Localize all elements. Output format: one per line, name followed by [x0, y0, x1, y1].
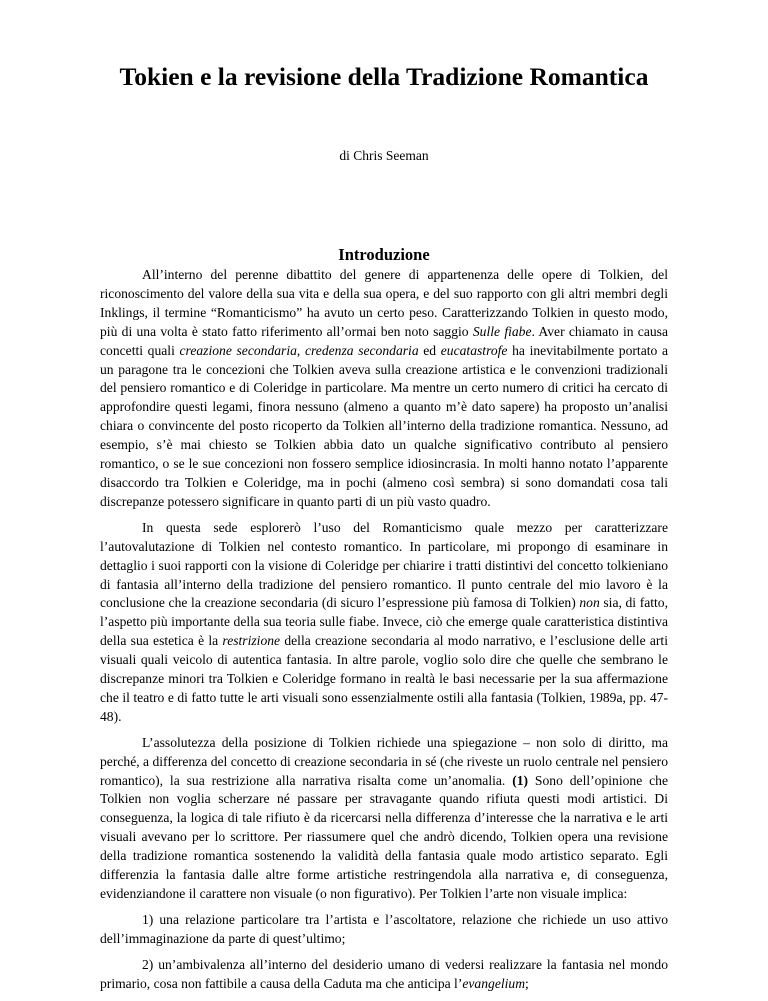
text-run: 1) una relazione particolare tra l’artista e l’ascoltatore, relazione che richiede un uso attivo dell’immaginazione da parte di quest’ultimo;	[100, 911, 668, 946]
text-run: ;	[525, 975, 529, 991]
italic-run: credenza secondaria	[304, 342, 419, 358]
footnote-ref: (1)	[512, 772, 529, 788]
text-run: . Aver chiamato in causa concetti quali	[100, 323, 668, 358]
body-text	[100, 266, 668, 1001]
list-item-1	[100, 911, 668, 949]
text-run: ha inevitabilmente portato a un paragone tra le concezioni che Tolkien aveva sulla creazione artistica e le convenzioni tradizionali del pensiero romantico e di Coleridge in particolare. Ma mentre un certo numero di critici ha cercato di approfondire questi legami, finora nessuno (almeno a quanto m’è dato sapere) ha proposto un’analisi chiara o convincente del posto ricoperto da Tolkien all’interno della tradizione romantica. Nessuno, ad esempio, s’è mai chiesto se Tolkien abbia dato un qualche significativo contributo al pensiero romantico, o se le sue concezioni non fossero semplice idiosincrasia. In molti hanno notato l’apparente disaccordo tra Tolkien e Coleridge, ma in pochi (almeno così sembra) si sono domandati cosa tali discrepanze potessero significare in quanto parti di un più vasto quadro.	[100, 342, 668, 509]
italic-run: evangelium	[462, 975, 526, 991]
text-run: sia, di fatto, l’aspetto più importante della sua teoria sulle fiabe. Invece, ciò che emerge quale caratteristica distintiva della sua estetica è la	[100, 595, 668, 649]
text-run: L’assolutezza della posizione di Tolkien richiede una spiegazione – non solo di diritto, ma perché, a differenza del concetto di creazione secondaria in sé (che riveste un ruolo centrale nel pensiero romantico), la sua restrizione alla narrativa risalta come un’anomalia.	[100, 734, 668, 788]
text-run: ed	[418, 342, 441, 358]
author-line: di Chris Seeman	[339, 148, 429, 163]
text-run: Sono dell’opinione che Tolkien non voglia scherzare né passare per stravagante quando rifiuta questi modi artistici. Di conseguenza, la logica di tale rifiuto è da ricercarsi nella differenza d’interesse che la narrativa e le arti visuali avevano per lo scrittore. Per riassumere quel che andrò dicendo, Tolkien opera una revisione della tradizione romantica sostenendo la validità della fantasia quale modo artistico separato. Egli differenzia la fantasia dalle altre forme artistiche restringendola alla narrativa e, di conseguenza, evidenziandone il carattere non visuale (o non figurativo). Per Tolkien l’arte non visuale implica:	[100, 772, 668, 901]
italic-run: creazione secondaria	[179, 342, 297, 358]
list-item-2	[100, 956, 668, 994]
paragraph-3	[100, 734, 668, 904]
paragraph-2	[100, 519, 668, 727]
italic-run: restrizione	[222, 633, 281, 649]
text-run: 2) un’ambivalenza all’interno del desiderio umano di vedersi realizzare la fantasia nel mondo primario, cosa non fattibile a causa della Caduta ma che anticipa l’	[100, 956, 668, 991]
text-run: All’interno del perenne dibattito del genere di appartenenza delle opere di Tolkien, del riconoscimento del valore della sua vita e della sua opera, e del suo rapporto con gli altri membri degli Inklings, il termine “Romanticismo” ha avuto un certo peso. Caratterizzando Tolkien in questo modo, più di una volta è stato fatto riferimento all’ormai ben noto saggio	[100, 267, 668, 339]
text-run: ,	[296, 342, 305, 358]
italic-run: Sulle fiabe	[472, 323, 532, 339]
document-title: Tokien e la revisione della Tradizione Romantica	[119, 62, 649, 91]
section-heading: Introduzione	[338, 245, 430, 264]
text-run: In questa sede esplorerò l’uso del Romanticismo quale mezzo per caratterizzare l’autovalutazione di Tolkien nel contesto romantico. In particolare, mi propongo di esaminare in dettaglio i suoi rapporti con la visione di Coleridge per chiarire i tratti distintivi del concetto tolkieniano di fantasia all’interno della tradizione del pensiero romantico. Il punto centrale del mio lavoro è la conclusione che la creazione secondaria (di sicuro l’espressione più famosa di Tolkien)	[100, 519, 668, 611]
italic-run: non	[579, 595, 600, 611]
text-run: della creazione secondaria al modo narrativo, e l’esclusione delle arti visuali quali veicolo di autentica fantasia. In altre parole, voglio solo dire che quelle che sembrano le discrepanze minori tra Tolkien e Coleridge formano in realtà le basi necessarie per la sua affermazione che il teatro e di fatto tutte le arti visuali sono essenzialmente ostili alla fantasia (Tolkien, 1989a, pp. 47-48).	[100, 633, 668, 724]
paragraph-1	[100, 266, 668, 512]
italic-run: eucatastrofe	[440, 342, 508, 358]
